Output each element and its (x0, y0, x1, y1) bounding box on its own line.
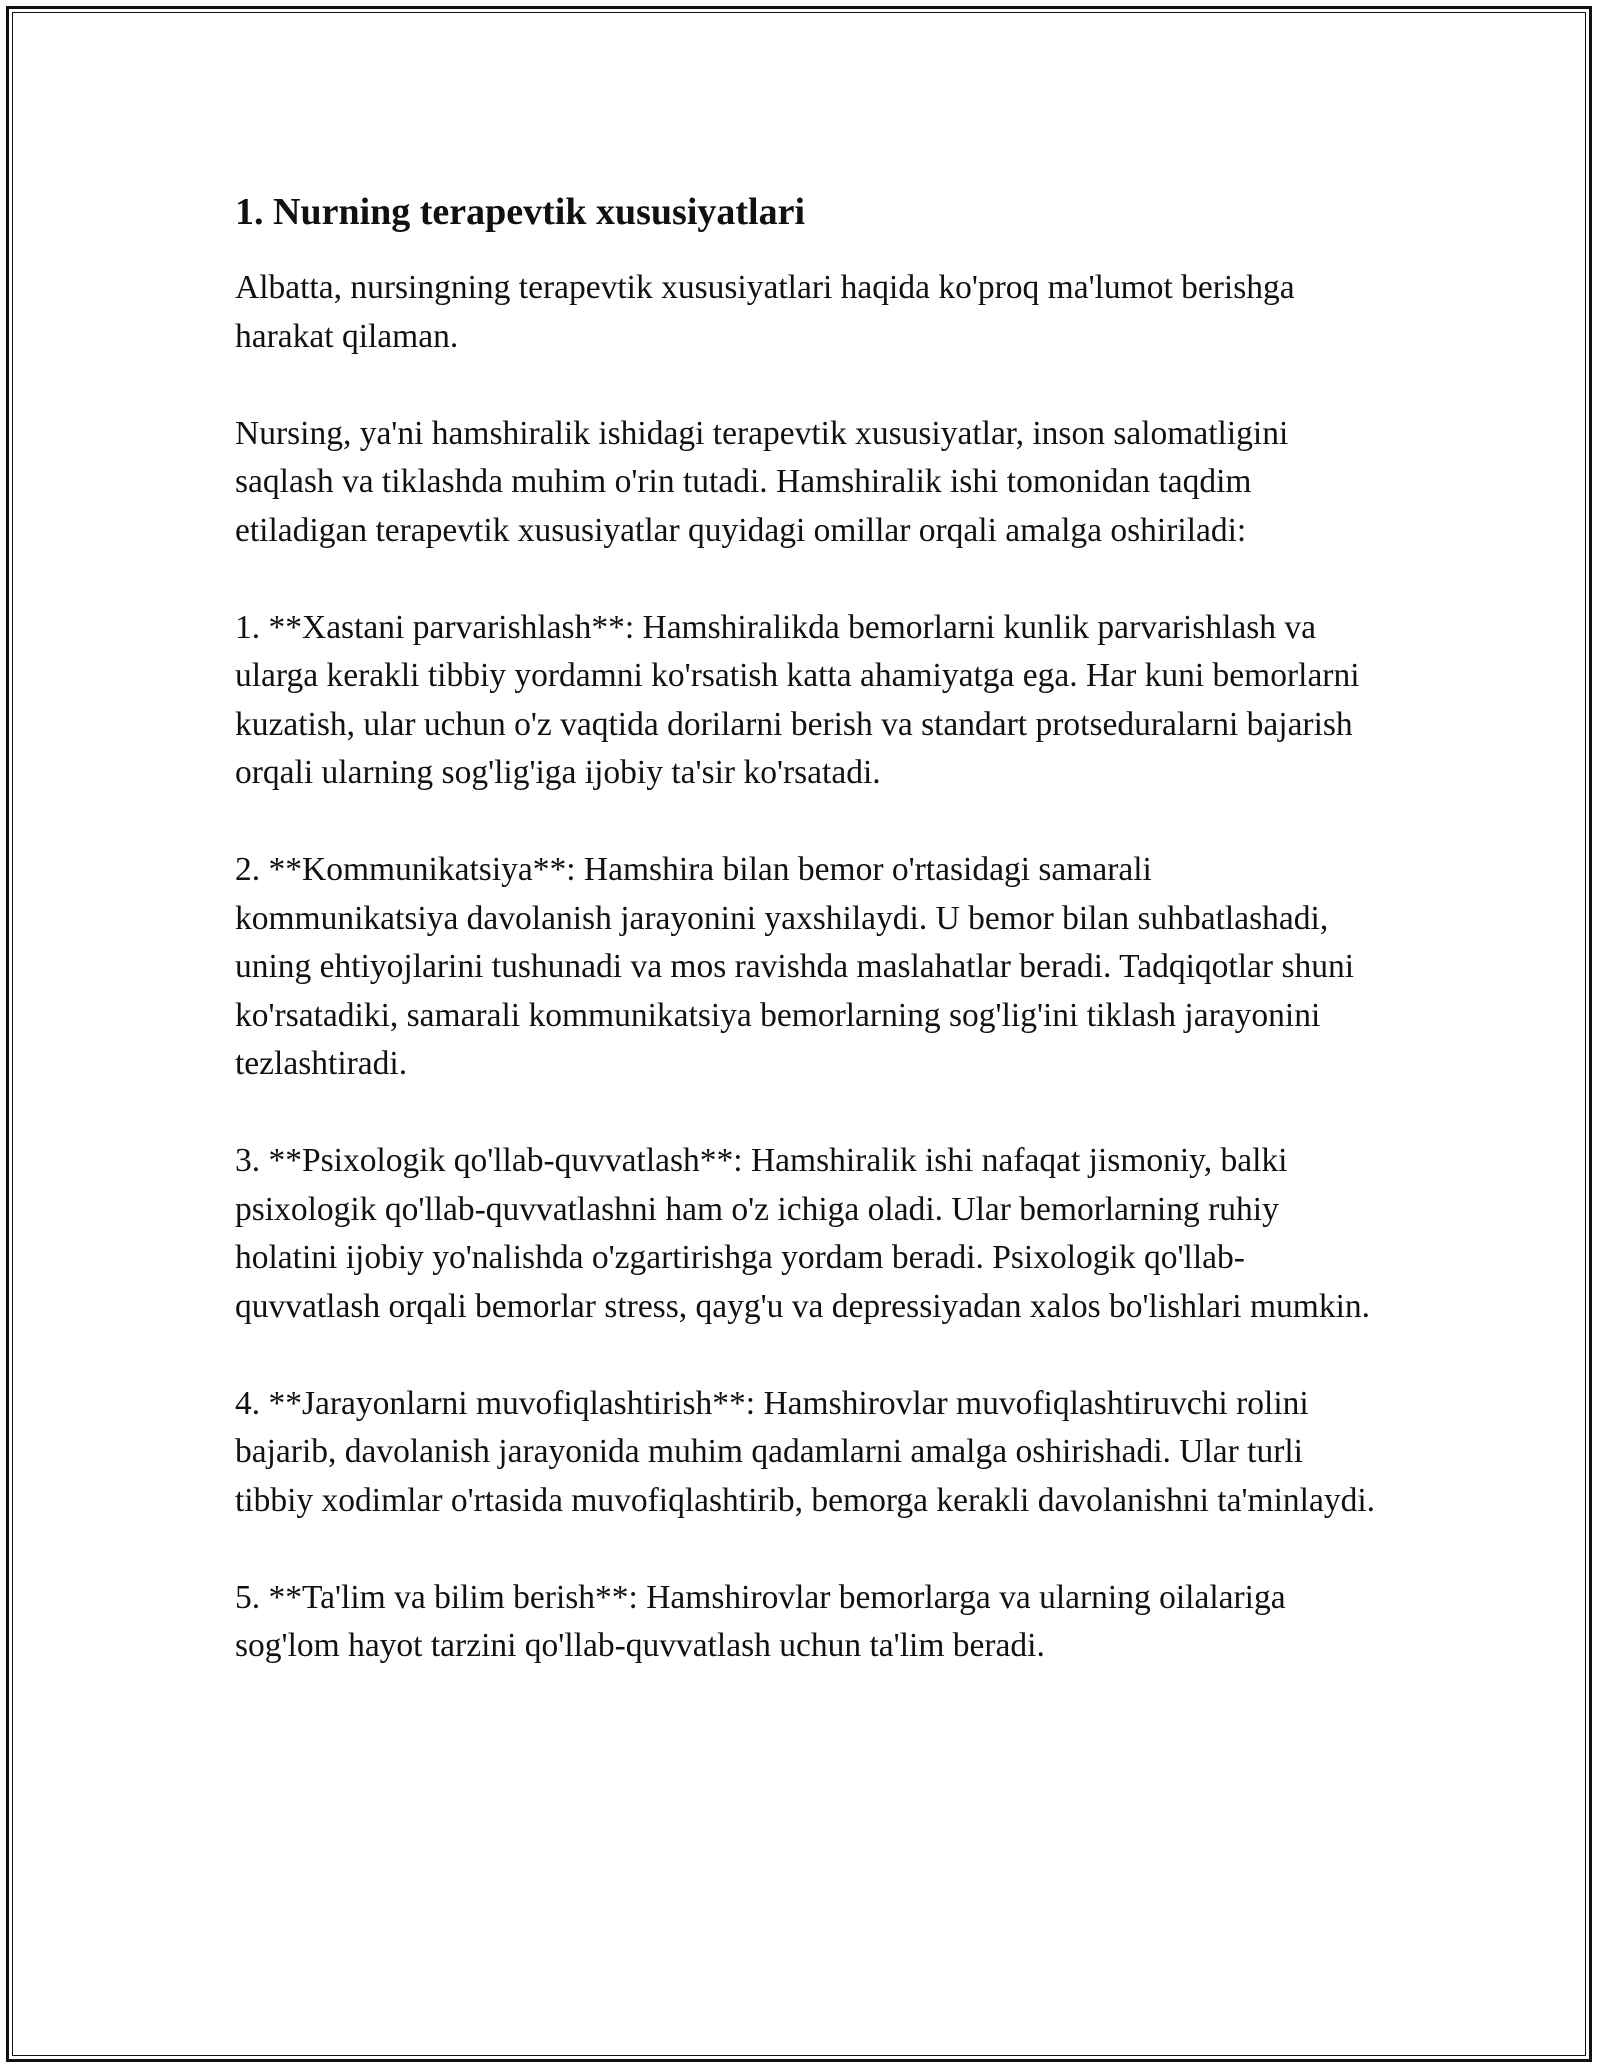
paragraph-overview: Nursing, ya'ni hamshiralik ishidagi terapevtik xususiyatlar, inson salomatligini saqlash va tiklashda muhim o'rin tutadi. Hamshiralik ishi tomonidan taqdim etiladigan terapevtik xususiyatlar quyidagi omillar orqali amalga oshiriladi: (235, 414, 1289, 549)
section-heading: 1. Nurning terapevtik xususiyatlari (235, 191, 806, 233)
list-item-patient-care: 1. **Xastani parvarishlash**: Hamshiralikda bemorlarni kunlik parvarishlash va ularga kerakli tibbiy yordamni ko'rsatish katta ahamiyatga ega. Har kuni bemorlarni kuzatish, ular uchun o'z vaqtida dorilarni berish va standart protseduralarni bajarish orqali ularning sog'lig'iga ijobiy ta'sir ko'rsatadi. (235, 608, 1360, 791)
list-item-education: 5. **Ta'lim va bilim berish**: Hamshirovlar bemorlarga va ularning oilalariga sog'lom hayot tarzini qo'llab-quvvatlash uchun ta'lim beradi. (235, 1578, 1286, 1664)
list-item-psychological-support: 3. **Psixologik qo'llab-quvvatlash**: Hamshiralik ishi nafaqat jismoniy, balki psixologik qo'llab-quvvatlashni ham o'z ichiga oladi. Ular bemorlarning ruhiy holatini ijobiy yo'nalishda o'zgartirishga yordam beradi. Psixologik qo'llab-quvvatlash orqali bemorlar stress, qayg'u va depressiyadan xalos bo'lishlari mumkin. (235, 1142, 1371, 1325)
paragraph-intro: Albatta, nursingning terapevtik xususiyatlari haqida ko'proq ma'lumot berishga harakat qilaman. (235, 269, 1295, 355)
list-item-communication: 2. **Kommunikatsiya**: Hamshira bilan bemor o'rtasidagi samarali kommunikatsiya davolanish jarayonini yaxshilaydi. U bemor bilan suhbatlashadi, uning ehtiyojlarini tushunadi va mos ravishda maslahatlar beradi. Tadqiqotlar shuni ko'rsatadiki, samarali kommunikatsiya bemorlarning sog'lig'ini tiklash jarayonini tezlashtiradi. (235, 851, 1355, 1082)
document-body (235, 186, 1375, 1719)
list-item-coordination: 4. **Jarayonlarni muvofiqlashtirish**: Hamshirovlar muvofiqlashtiruvchi rolini bajarib, davolanish jarayonida muhim qadamlarni amalga oshirishadi. Ular turli tibbiy xodimlar o'rtasida muvofiqlashtirib, bemorga kerakli davolanishni ta'minlaydi. (235, 1384, 1375, 1519)
